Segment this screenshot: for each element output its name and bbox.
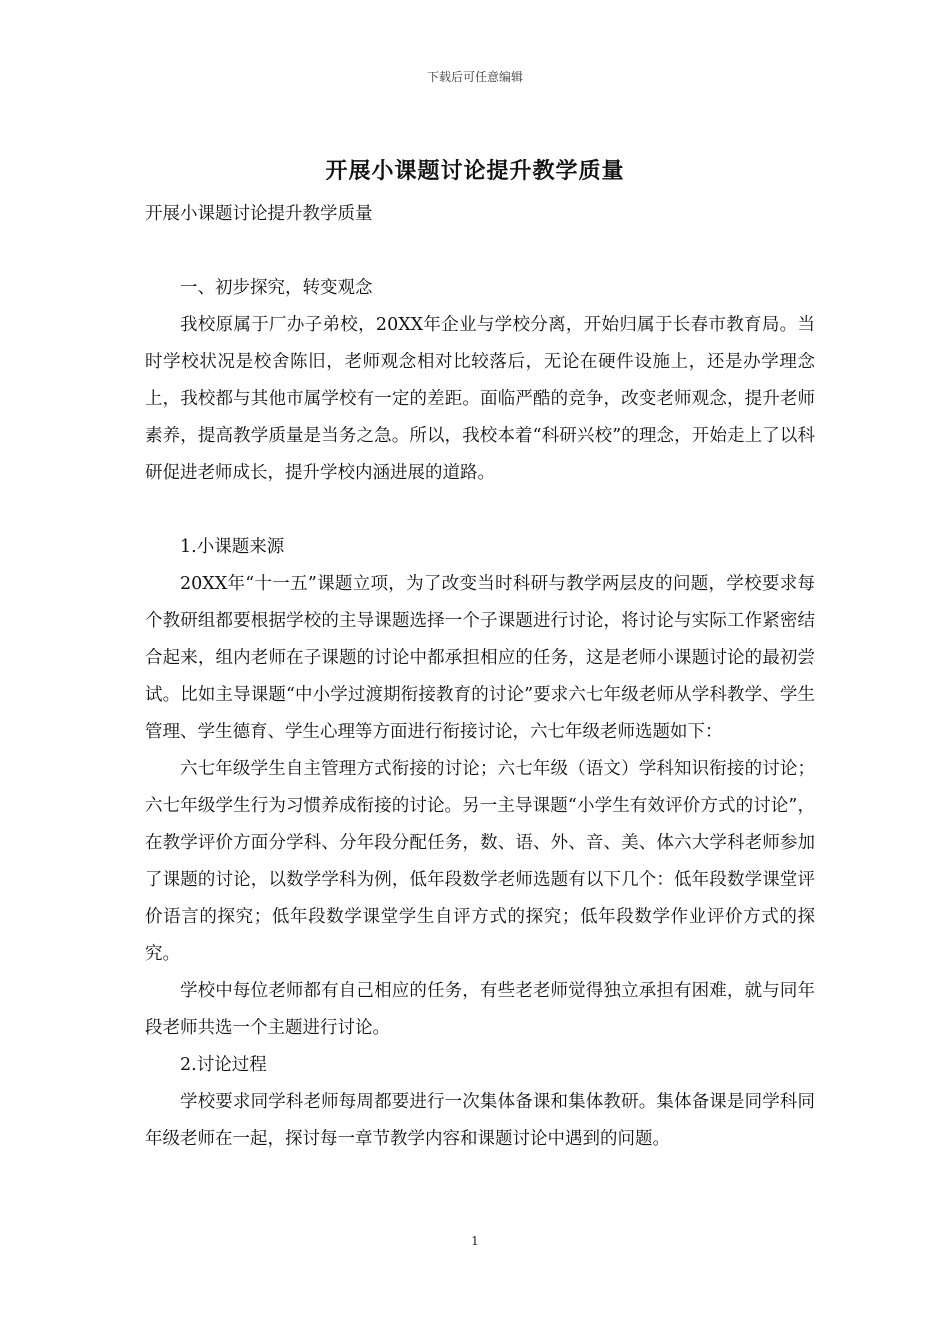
page-number: 1: [471, 1234, 479, 1248]
paragraph-teacher-tasks: 学校中每位老师都有自己相应的任务，有些老老师觉得独立承担有困难，就与同年段老师共选一个主题进行讨论。: [145, 981, 815, 1038]
paragraph-discussion-process: 学校要求同学科老师每周都要进行一次集体备课和集体教研。集体备课是同学科同年级老师在一起，探讨每一章节教学内容和课题讨论中遇到的问题。: [145, 1092, 815, 1149]
paragraph-topic-origin: 20XX年“十一五”课题立项，为了改变当时科研与教学两层皮的问题，学校要求每个教研组都要根据学校的主导课题选择一个子课题进行讨论，将讨论与实际工作紧密结合起来，组内老师在子课题的讨论中都承担相应的任务，这是老师小课题讨论的最初尝试。比如主导课题“中小学过渡期衔接教育的讨论”要求六七年级老师从学科教学、学生管理、学生德育、学生心理等方面进行衔接讨论，六七年级老师选题如下：: [145, 574, 815, 742]
paragraph-topic-examples: 六七年级学生自主管理方式衔接的讨论；六七年级（语文）学科知识衔接的讨论；六七年级学生行为习惯养成衔接的讨论。另一主导课题“小学生有效评价方式的讨论”，在教学评价方面分学科、分年段分配任务，数、语、外、音、美、体六大学科老师参加了课题的讨论，以数学学科为例，低年段数学老师选题有以下几个：低年段数学课堂评价语言的探究；低年段数学课堂学生自评方式的探究；低年段数学作业评价方式的探究。: [145, 759, 815, 964]
paragraph-school-background: 我校原属于厂办子弟校，20XX年企业与学校分离，开始归属于长春市教育局。当时学校状况是校舍陈旧，老师观念相对比较落后，无论在硬件设施上，还是办学理念上，我校都与其他市属学校有一定的差距。面临严酷的竞争，改变老师观念，提升老师素养，提高教学质量是当务之急。所以，我校本着“科研兴校”的理念，开始走上了以科研促进老师成长，提升学校内涵进展的道路。: [145, 315, 815, 483]
subsection-heading-topic-source: 1.小课题来源: [180, 537, 285, 557]
section-heading-1: 一、初步探究，转变观念: [180, 278, 373, 298]
download-note: 下载后可任意编辑: [426, 70, 523, 84]
document-subtitle: 开展小课题讨论提升教学质量: [145, 204, 373, 224]
document-title: 开展小课题讨论提升教学质量: [325, 158, 625, 184]
subsection-heading-discussion-process: 2.讨论过程: [180, 1055, 267, 1075]
document-body: [145, 196, 815, 1158]
